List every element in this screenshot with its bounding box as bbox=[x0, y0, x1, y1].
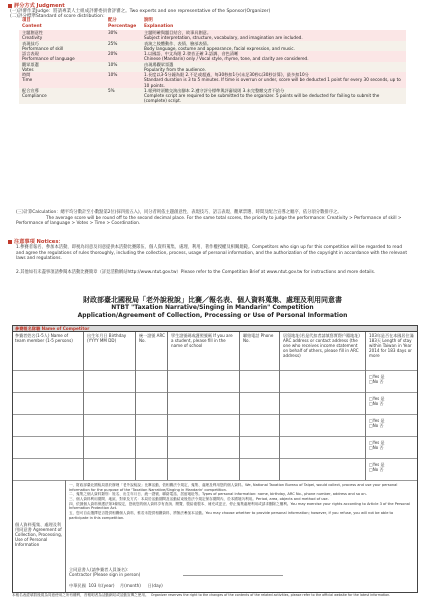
row-divider bbox=[13, 436, 417, 437]
col-divider bbox=[239, 332, 240, 480]
criteria-line: (二)評分標準Standard of score distribution： bbox=[10, 14, 108, 19]
consent-item: 四、依據個人資料保護法第3條規定，您就您的個人資料享有查詢、閱覽、製給複製本、補充或更正、停止蒐集處理利用或請求刪除之權利。You may exercise your rights according to Article 3 of the Personal Information Protection Act. bbox=[69, 501, 410, 511]
stay-option-row-1[interactable]: □Yes 是 □No 否 bbox=[369, 374, 385, 385]
col-header-arc: 統一證號 ARC No. bbox=[139, 333, 165, 343]
application-form bbox=[12, 325, 418, 593]
col-divider bbox=[65, 480, 66, 592]
consent-item: 一、財政部臺北國稅局基於辦理「老外說稅說」比賽活動，依相關法令規定，蒐集、處理及利用您的個人資料。We, National Taxation Bureau of Taipei, would collect, process and use your personal information for the purpose of the 'Taxation Narrative/Singing in Mandarin' competition. bbox=[69, 483, 398, 492]
col-header-address: 居留地址(若是代扣者請填寫實際戶籍地址) ARC address or contact address (the one who receives income statement on behalf of others, please fill in ARC address) bbox=[283, 333, 360, 358]
judges-line: (一)評審作業Judge：將請專業人士組成評審委員會評審之。Two experts and one representative of the Sponsor(Organizer) bbox=[10, 9, 271, 14]
row-divider bbox=[13, 480, 417, 481]
notice-item: 1.參賽者報名、參加本活動，即視為同意及同意提供本活動比賽隊伍、個人資料蒐集、處理、利用、著作權授權及相關規範。Competitors who sign up for this competition will be regarded to read and agree the regulations of rules thoroughly, including the collection, process, usage of personal information, and the authorization of the copyright in accordance with the relevant laws and regulations. bbox=[16, 245, 408, 262]
header-content: 項目 Content bbox=[22, 18, 42, 29]
bullet-icon bbox=[8, 240, 12, 244]
form-title-en: NTBT "Taxation Narrative/Singing in Mandarin" Competition bbox=[111, 304, 314, 311]
row-divider bbox=[13, 458, 417, 459]
col-divider bbox=[83, 332, 84, 480]
stay-option-row-2[interactable]: □Yes 是 □No 否 bbox=[369, 396, 385, 407]
consent-label: 個人資料蒐集、處理及利用同意書 Agreement of Collection, Processing, Use of Personal Information bbox=[15, 522, 63, 548]
notices-heading: 注意事項 Notices： bbox=[8, 238, 64, 245]
footer-note: 本報名表經填寫後視為同意使用之所有權利，首報明者為活動網站或活動宣傳之使用。 Organizer reserves the right to the changes of the contents of the related activities, please refer to the official website for the latest information. bbox=[12, 593, 391, 597]
row-divider bbox=[13, 370, 417, 371]
bullet-icon bbox=[8, 4, 12, 8]
col-divider bbox=[135, 332, 136, 480]
table-row: 觀眾票選 Votes 10% 由現場觀眾票選 Popularity from the audience. bbox=[19, 62, 406, 73]
form-subtitle-en: Application/Agreement of Collection, Processing or Use of Personal Information bbox=[77, 312, 348, 319]
consent-text bbox=[67, 482, 415, 521]
signature-line[interactable] bbox=[183, 575, 283, 576]
row-divider bbox=[13, 414, 417, 415]
criteria-table bbox=[19, 18, 406, 104]
col-divider bbox=[279, 332, 280, 480]
calculation-paragraph: (三)計算Calculation：總平均分數計至小數點第2位(採四捨五入)，同分者則依主題創意性、表現技巧、語言表現、觀眾票選、時間及配合宣導之順序，依分項分數排序之。 The average score will be round off to the second decimal place. For the same total scores, the priority to judge the performance: Creativity > Performance of skill > Performance of language > Votes > Time > Coordination. bbox=[16, 210, 402, 227]
form-title-zh: 財政部臺北國稅局「老外說稅說」比賽／報名表、個人資料蒐集、處理及利用同意書 bbox=[83, 296, 342, 304]
header-explanation: 說明 Explanation bbox=[144, 18, 174, 29]
table-row: 表現技巧 Performance of skill 25% 表演之肢體動作、表情、臉部表情。 Body language, costume and appearance, facial expression, and music. bbox=[19, 41, 406, 52]
col-header-name: 參賽者姓名(1-5人) Name of team member (1-5 persons) bbox=[15, 333, 73, 343]
header-percentage: 配分 Percentage bbox=[108, 18, 137, 29]
stay-option-row-5[interactable]: □Yes 是 □No 否 bbox=[369, 462, 385, 473]
col-header-birthday: 出生年月日 Birthday (YYYY MM DD) bbox=[87, 333, 127, 343]
col-header-phone: 聯絡電話 Phone No. bbox=[243, 333, 274, 343]
stay-option-row-3[interactable]: □Yes 是 □No 否 bbox=[369, 418, 385, 429]
col-divider bbox=[167, 332, 168, 480]
col-divider bbox=[365, 332, 366, 480]
consent-item: 五、您可自由選擇是否提供相關個人資料，惟若未提供相關資料，將無法參加本活動。You may choose whether to provide personal information; however, if you refuse, you will not be able to participate in this competition. bbox=[69, 511, 394, 520]
consent-item: 二、蒐集之個人資料類別：姓名、出生年月日、統一證號、聯絡電話、居留地址等。Types of personal information: name, birthday, ARC No., phone number, address and so on. bbox=[69, 492, 367, 497]
stay-option-row-4[interactable]: □Yes 是 □No 否 bbox=[369, 440, 385, 451]
col-header-school: 學生證號碼或護照號碼 If you are a student, please fill in the name of school bbox=[171, 333, 233, 348]
signature-label: 立同意書人(請參賽者人員簽名)： Contractor (Please sign in person) bbox=[69, 567, 141, 578]
col-header-stay: 103年是否在本國居住滿183天 Length of stay within Taiwan in Year 2014 for 183 days or more bbox=[369, 333, 414, 358]
consent-item: 三、個人資料利用期間、地區、對象及方式：本局於活動期間及活動結束後依法令規定保存期間內，於本國境內利用。Period, area, objects and method of use. bbox=[69, 497, 329, 502]
table-row: 配合宣導 Compliance 5% 1.報到時須繳交演出腳本 2.遵守評分標準與評審規則 3.未完整繳交者不給分 Complete script are required to be submitted to the organizer. 5 points will be deducted for failing to submit the (complete) script. bbox=[19, 88, 406, 104]
table-row: 主題創意性 Creativity 30% 主題明確與題目結合，故事具創意。 Subject interpretation, structure, vocabulary, and imagination are included. bbox=[19, 30, 406, 41]
table-row: 時間 Time 10% 1.長度以3-5分鐘為限 2.不足或超過，每30秒扣1分(未足30秒以30秒計算)，最多扣10分 Standard duration is 3 to 5 minutes. If time is overrun or under, score will be deducted 1 point for every 30 seconds, up to 10 points. bbox=[19, 72, 406, 88]
date-row: 中華民國 103 年(year) 月(month) 日(day) bbox=[69, 583, 163, 588]
form-section-label: 參賽報名隊職 Name of Competitor bbox=[13, 326, 417, 332]
notice-item: 2.其他如有未盡事項請參閱本活動比賽簡章（詳見活動網站http://www.ntut.gov.tw）Please refer to the Competition Brief at www.ntut.gov.tw for instructions and more details. bbox=[16, 270, 376, 275]
judging-heading: 評分方式 Judgment bbox=[8, 2, 65, 9]
row-divider bbox=[13, 392, 417, 393]
table-row: 語言表現 Performance of language 20% 1.以國語、中文為限 2.發音正確 3.語調、音色清晰 Chinese (Mandarin) only / Vocal style, rhyme, tone, and clarity are considered. bbox=[19, 51, 406, 62]
